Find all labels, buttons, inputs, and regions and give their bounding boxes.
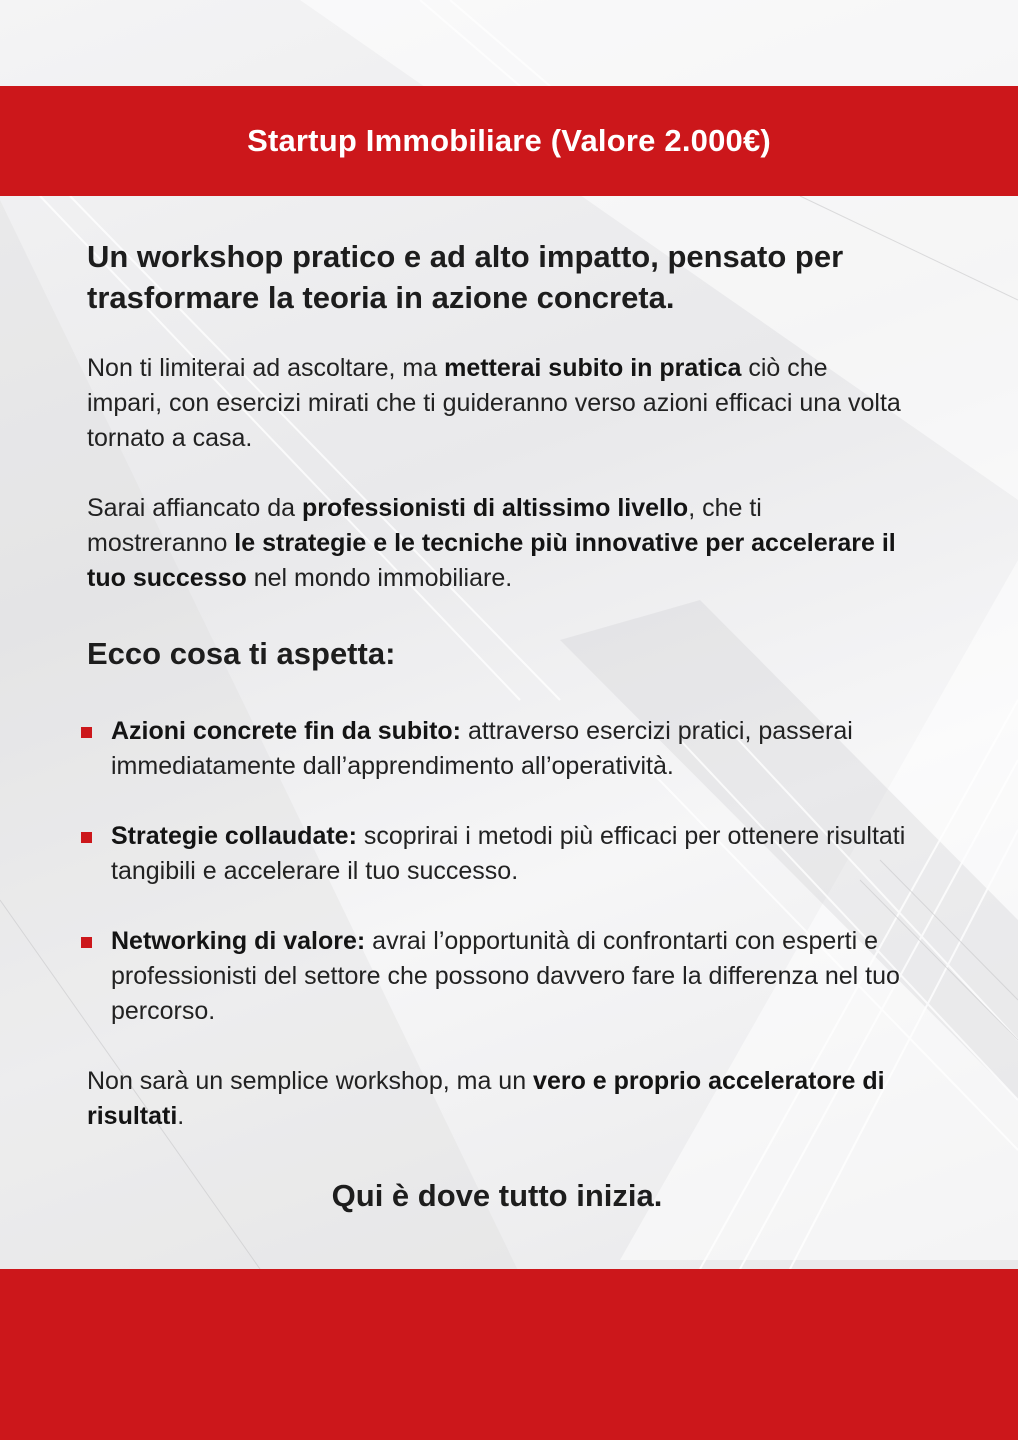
text-span: Non ti limiterai ad ascoltare, ma [87, 354, 445, 382]
text-span: , che ti mostreranno [87, 494, 762, 557]
feature-text: avrai l’opportunità di confrontarti con esperti e professionisti del settore che possono davvero fare la differenza nel tuo percorso. [111, 927, 900, 1025]
feature-list [87, 714, 907, 1029]
text-span: Non sarà un semplice workshop, ma un [87, 1067, 534, 1095]
intro-heading: Un workshop pratico e ad alto impatto, pensato per trasformare la teoria in azione concreta. [87, 239, 844, 315]
text-span: . [177, 1102, 185, 1130]
accelerator-paragraph [87, 1064, 907, 1134]
professionals-paragraph [87, 491, 907, 596]
bold-span: metterai subito in pratica [444, 354, 742, 382]
text-span: Sarai affiancato da [87, 494, 302, 522]
intro-paragraph [87, 351, 907, 456]
bold-span: le strategie e le tecniche più innovative per accelerare il tuo successo [87, 529, 896, 592]
text-span: ciò che impari, con esercizi mirati che ti guideranno verso azioni efficaci una volta tornato a casa. [87, 354, 901, 452]
list-item [87, 924, 907, 1029]
section-title: Ecco cosa ti aspetta: [87, 636, 396, 671]
feature-label: Strategie collaudate: [111, 822, 357, 850]
footer-band [0, 1269, 1018, 1440]
header-band [0, 86, 1018, 196]
text-span: nel mondo immobiliare. [246, 564, 513, 592]
page-title: Startup Immobiliare (Valore 2.000€) [247, 123, 771, 158]
list-item [87, 819, 907, 889]
feature-label: Azioni concrete fin da subito: [111, 717, 462, 745]
feature-text: scoprirai i metodi più efficaci per ottenere risultati tangibili e accelerare il tuo successo. [111, 822, 906, 885]
feature-text: attraverso esercizi pratici, passerai immediatamente dall’apprendimento all’operatività. [111, 717, 853, 780]
bullet-square-icon [81, 832, 92, 843]
main-content [87, 236, 907, 1216]
closing-statement: Qui è dove tutto inizia. [331, 1178, 663, 1213]
bold-span: professionisti di altissimo livello [301, 494, 689, 522]
list-item [87, 714, 907, 784]
bold-span: vero e proprio acceleratore di risultati [87, 1067, 885, 1130]
bullet-square-icon [81, 937, 92, 948]
feature-label: Networking di valore: [111, 927, 366, 955]
bullet-square-icon [81, 727, 92, 738]
